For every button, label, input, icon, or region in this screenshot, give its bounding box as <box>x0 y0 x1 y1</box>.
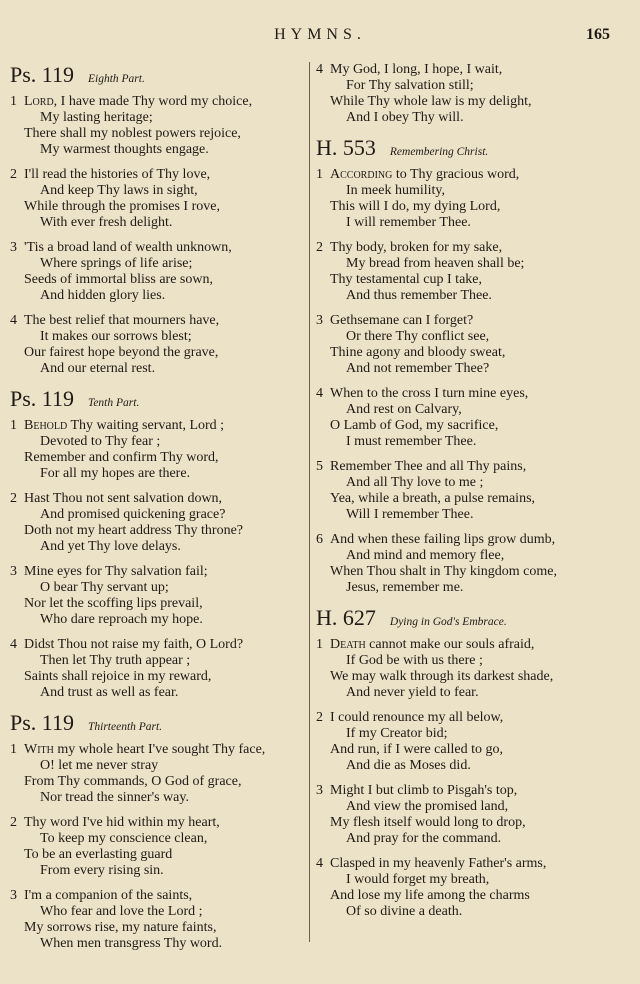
verse-line <box>316 742 616 758</box>
verse-line <box>10 240 306 256</box>
verse-line <box>316 653 616 669</box>
hymn-number: Ps. 119 <box>10 710 74 735</box>
verse-line <box>10 199 306 215</box>
verse-line <box>10 653 306 669</box>
verse-text: From every rising sin. <box>40 863 164 878</box>
verse-line <box>10 863 306 879</box>
verse-text: And I obey Thy will. <box>346 110 464 125</box>
verse-line <box>316 78 616 94</box>
verse-text: My warmest thoughts engage. <box>40 142 209 157</box>
verse-text: Thy testamental cup I take, <box>330 272 482 287</box>
verse-line <box>10 564 306 580</box>
page-number: 165 <box>586 26 610 43</box>
verse-line <box>316 831 616 847</box>
verse-line <box>316 532 616 548</box>
stanza-number: 1 <box>10 742 17 757</box>
verse-text: There shall my noblest powers rejoice, <box>24 126 241 141</box>
stanza-first-word: Death <box>330 637 366 652</box>
verse-text: Will I remember Thee. <box>346 507 474 522</box>
verse-text: Yea, while a breath, a pulse remains, <box>330 491 536 506</box>
hymn-number: Ps. 119 <box>10 386 74 411</box>
stanza-number: 4 <box>10 637 17 652</box>
verse-text: We may walk through its darkest shade, <box>330 669 554 684</box>
verse-text: And lose my life among the charms <box>330 888 530 903</box>
verse-text: Thy word I've hid within my heart, <box>24 815 220 830</box>
verse-line <box>316 459 616 475</box>
verse-line <box>10 580 306 596</box>
verse-text: my whole heart I've sought Thy face, <box>57 742 266 757</box>
hymn-block <box>316 605 616 920</box>
verse-line <box>10 847 306 863</box>
stanza-first-word: Behold <box>24 418 68 433</box>
stanza-number: 6 <box>316 532 323 547</box>
verse-text: Mine eyes for Thy salvation fail; <box>24 564 208 579</box>
hymn-part-title: Remembering Christ. <box>389 146 489 158</box>
verse-text: I would forget my breath, <box>346 872 490 887</box>
verse-line <box>10 183 306 199</box>
verse-text: And pray for the command. <box>346 831 502 846</box>
verse-text: Devoted to Thy fear ; <box>40 434 161 449</box>
hymn-part-title: Tenth Part. <box>87 397 140 409</box>
verse-line <box>316 418 616 434</box>
verse-line <box>316 402 616 418</box>
stanza <box>10 167 306 231</box>
verse-line <box>10 685 306 701</box>
verse-line <box>10 418 306 434</box>
verse-text: Didst Thou not raise my faith, O Lord? <box>24 637 244 652</box>
hymn-heading <box>10 710 306 736</box>
verse-line <box>10 507 306 523</box>
stanza <box>316 710 616 774</box>
verse-line <box>316 669 616 685</box>
hymn-block <box>10 62 306 377</box>
stanza <box>10 94 306 158</box>
verse-line <box>316 361 616 377</box>
right-column <box>316 62 616 929</box>
verse-line <box>10 612 306 628</box>
verse-text: Thy waiting servant, Lord ; <box>70 418 225 433</box>
verse-text: And when these failing lips grow dumb, <box>330 532 556 547</box>
verse-text: Who dare reproach my hope. <box>40 612 203 627</box>
verse-line <box>10 491 306 507</box>
verse-line <box>316 710 616 726</box>
verse-text: While through the promises I rove, <box>24 199 220 214</box>
verse-text: When to the cross I turn mine eyes, <box>330 386 529 401</box>
verse-line <box>316 240 616 256</box>
stanza-first-word: According <box>330 167 393 182</box>
stanza-number: 4 <box>316 386 323 401</box>
verse-text: Thy body, broken for my sake, <box>330 240 503 255</box>
stanza <box>10 815 306 879</box>
verse-text: When men transgress Thy word. <box>40 936 223 951</box>
stanza-number: 1 <box>10 94 17 109</box>
verse-text: And keep Thy laws in sight, <box>40 183 198 198</box>
verse-text: O! let me never stray <box>40 758 159 773</box>
verse-line <box>10 831 306 847</box>
verse-line <box>316 215 616 231</box>
hymn-block <box>316 135 616 596</box>
stanza <box>10 240 306 304</box>
verse-line <box>10 904 306 920</box>
verse-line <box>316 313 616 329</box>
verse-line <box>10 142 306 158</box>
verse-text: Clasped in my heavenly Father's arms, <box>330 856 547 871</box>
stanza-number: 2 <box>10 815 17 830</box>
verse-line <box>10 888 306 904</box>
verse-line <box>316 888 616 904</box>
verse-line <box>10 758 306 774</box>
hymn-heading <box>316 605 616 631</box>
hymn-block <box>10 710 306 952</box>
verse-line <box>10 288 306 304</box>
stanza <box>316 856 616 920</box>
hymn-block <box>10 386 306 701</box>
verse-text: O bear Thy servant up; <box>40 580 169 595</box>
verse-text: And promised quickening grace? <box>40 507 226 522</box>
verse-text: Who fear and love the Lord ; <box>40 904 203 919</box>
stanza-number: 2 <box>316 710 323 725</box>
verse-text: And yet Thy love delays. <box>40 539 181 554</box>
verse-line <box>316 94 616 110</box>
verse-line <box>10 256 306 272</box>
verse-line <box>10 637 306 653</box>
stanza <box>10 491 306 555</box>
verse-text: In meek humility, <box>346 183 446 198</box>
verse-line <box>10 523 306 539</box>
stanza <box>10 313 306 377</box>
verse-line <box>10 774 306 790</box>
verse-text: And not remember Thee? <box>346 361 490 376</box>
verse-text: And all Thy love to me ; <box>346 475 484 490</box>
verse-text: I'm a companion of the saints, <box>24 888 193 903</box>
verse-line <box>10 167 306 183</box>
column-divider <box>309 62 310 942</box>
stanza-number: 1 <box>316 637 323 652</box>
verse-text: Where springs of life arise; <box>40 256 193 271</box>
verse-line <box>316 256 616 272</box>
stanza-number: 3 <box>10 564 17 579</box>
verse-line <box>10 920 306 936</box>
verse-text: Seeds of immortal bliss are sown, <box>24 272 213 287</box>
verse-line <box>10 596 306 612</box>
verse-line <box>316 726 616 742</box>
verse-line <box>10 815 306 831</box>
running-title: HYMNS. <box>274 26 366 43</box>
verse-text: O Lamb of God, my sacrifice, <box>330 418 499 433</box>
stanza <box>316 532 616 596</box>
stanza <box>316 459 616 523</box>
verse-text: It makes our sorrows blest; <box>40 329 192 344</box>
hymn-block <box>316 62 616 126</box>
verse-line <box>10 313 306 329</box>
verse-text: And rest on Calvary, <box>346 402 462 417</box>
verse-line <box>316 62 616 78</box>
verse-line <box>316 288 616 304</box>
verse-text: And trust as well as fear. <box>40 685 179 700</box>
verse-text: When Thou shalt in Thy kingdom come, <box>330 564 557 579</box>
verse-line <box>316 183 616 199</box>
verse-line <box>316 507 616 523</box>
verse-text: Or there Thy conflict see, <box>346 329 490 344</box>
verse-text: Doth not my heart address Thy throne? <box>24 523 244 538</box>
verse-text: And die as Moses did. <box>346 758 471 773</box>
verse-line <box>316 110 616 126</box>
verse-line <box>10 466 306 482</box>
verse-line <box>316 580 616 596</box>
stanza-first-word: With <box>24 742 54 757</box>
stanza-number: 2 <box>316 240 323 255</box>
verse-text: Remember and confirm Thy word, <box>24 450 219 465</box>
stanza <box>10 637 306 701</box>
verse-line <box>10 539 306 555</box>
hymn-heading <box>10 62 306 88</box>
stanza-first-word: Lord, <box>24 94 58 109</box>
verse-text: I will remember Thee. <box>346 215 471 230</box>
hymn-number: H. 553 <box>316 135 376 160</box>
verse-line <box>316 685 616 701</box>
stanza <box>316 637 616 701</box>
verse-text: I could renounce my all below, <box>330 710 504 725</box>
stanza <box>316 240 616 304</box>
page-header <box>0 26 640 50</box>
stanza <box>316 167 616 231</box>
stanza <box>10 564 306 628</box>
verse-text: Remember Thee and all Thy pains, <box>330 459 527 474</box>
verse-line <box>316 799 616 815</box>
stanza-number: 3 <box>10 240 17 255</box>
stanza-number: 3 <box>316 313 323 328</box>
hymn-heading <box>316 135 616 161</box>
verse-text: And hidden glory lies. <box>40 288 166 303</box>
verse-line <box>10 126 306 142</box>
verse-text: I must remember Thee. <box>346 434 477 449</box>
verse-text: Saints shall rejoice in my reward, <box>24 669 212 684</box>
verse-text: From Thy commands, O God of grace, <box>24 774 242 789</box>
verse-text: If God be with us there ; <box>346 653 483 668</box>
verse-line <box>316 386 616 402</box>
verse-line <box>10 345 306 361</box>
verse-text: The best relief that mourners have, <box>24 313 220 328</box>
verse-text: Of so divine a death. <box>346 904 463 919</box>
verse-text: Nor let the scoffing lips prevail, <box>24 596 203 611</box>
verse-text: Our fairest hope beyond the grave, <box>24 345 219 360</box>
verse-text: My lasting heritage; <box>40 110 153 125</box>
stanza-number: 3 <box>316 783 323 798</box>
stanza <box>316 386 616 450</box>
verse-line <box>316 637 616 653</box>
stanza <box>10 418 306 482</box>
stanza <box>10 742 306 806</box>
verse-text: My God, I long, I hope, I wait, <box>330 62 503 77</box>
verse-line <box>316 564 616 580</box>
stanza-number: 1 <box>10 418 17 433</box>
verse-text: And never yield to fear. <box>346 685 479 700</box>
verse-text: To be an everlasting guard <box>24 847 173 862</box>
verse-text: And mind and memory flee, <box>346 548 505 563</box>
verse-line <box>10 450 306 466</box>
stanza-number: 2 <box>10 167 17 182</box>
verse-line <box>10 434 306 450</box>
verse-line <box>10 790 306 806</box>
verse-line <box>316 815 616 831</box>
verse-text: Jesus, remember me. <box>346 580 464 595</box>
hymn-part-title: Eighth Part. <box>87 73 145 85</box>
verse-text: Nor tread the sinner's way. <box>40 790 189 805</box>
verse-text: And our eternal rest. <box>40 361 156 376</box>
verse-line <box>316 167 616 183</box>
stanza <box>316 313 616 377</box>
stanza-number: 2 <box>10 491 17 506</box>
verse-line <box>10 272 306 288</box>
verse-line <box>10 742 306 758</box>
hymn-part-title: Thirteenth Part. <box>87 721 163 733</box>
stanza-number: 3 <box>10 888 17 903</box>
verse-line <box>10 669 306 685</box>
verse-text: If my Creator bid; <box>346 726 448 741</box>
verse-line <box>316 345 616 361</box>
verse-line <box>10 329 306 345</box>
verse-line <box>10 94 306 110</box>
stanza <box>316 783 616 847</box>
verse-text: Thine agony and bloody sweat, <box>330 345 506 360</box>
verse-text: Gethsemane can I forget? <box>330 313 474 328</box>
stanza-number: 4 <box>10 313 17 328</box>
verse-line <box>316 758 616 774</box>
verse-text: While Thy whole law is my delight, <box>330 94 532 109</box>
verse-text: My sorrows rise, my nature faints, <box>24 920 217 935</box>
stanza <box>10 888 306 952</box>
hymn-number: Ps. 119 <box>10 62 74 87</box>
verse-text: To keep my conscience clean, <box>40 831 208 846</box>
hymn-number: H. 627 <box>316 605 376 630</box>
verse-text: I'll read the histories of Thy love, <box>24 167 211 182</box>
verse-line <box>10 936 306 952</box>
verse-line <box>316 272 616 288</box>
verse-text: With ever fresh delight. <box>40 215 173 230</box>
stanza-number: 5 <box>316 459 323 474</box>
stanza-number: 4 <box>316 856 323 871</box>
verse-text: I have made Thy word my choice, <box>60 94 253 109</box>
verse-text: Then let Thy truth appear ; <box>40 653 191 668</box>
verse-line <box>316 548 616 564</box>
verse-line <box>316 199 616 215</box>
hymn-heading <box>10 386 306 412</box>
stanza-number: 4 <box>316 62 323 77</box>
hymn-part-title: Dying in God's Embrace. <box>389 616 507 628</box>
verse-text: to Thy gracious word, <box>395 167 520 182</box>
verse-line <box>316 872 616 888</box>
verse-text: Hast Thou not sent salvation down, <box>24 491 223 506</box>
verse-text: For Thy salvation still; <box>346 78 474 93</box>
verse-text: Might I but climb to Pisgah's top, <box>330 783 518 798</box>
verse-text: And run, if I were called to go, <box>330 742 503 757</box>
verse-line <box>316 434 616 450</box>
verse-text: This will I do, my dying Lord, <box>330 199 501 214</box>
verse-text: And view the promised land, <box>346 799 509 814</box>
verse-line <box>316 783 616 799</box>
verse-line <box>10 215 306 231</box>
verse-line <box>10 361 306 377</box>
stanza <box>316 62 616 126</box>
stanza-number: 1 <box>316 167 323 182</box>
verse-text: 'Tis a broad land of wealth unknown, <box>24 240 232 255</box>
verse-line <box>316 904 616 920</box>
verse-line <box>316 856 616 872</box>
verse-text: My flesh itself would long to drop, <box>330 815 526 830</box>
verse-text: And thus remember Thee. <box>346 288 492 303</box>
verse-line <box>316 475 616 491</box>
verse-text: cannot make our souls afraid, <box>369 637 535 652</box>
verse-text: For all my hopes are there. <box>40 466 191 481</box>
left-column <box>10 62 306 961</box>
verse-line <box>10 110 306 126</box>
verse-line <box>316 329 616 345</box>
verse-line <box>316 491 616 507</box>
verse-text: My bread from heaven shall be; <box>346 256 525 271</box>
